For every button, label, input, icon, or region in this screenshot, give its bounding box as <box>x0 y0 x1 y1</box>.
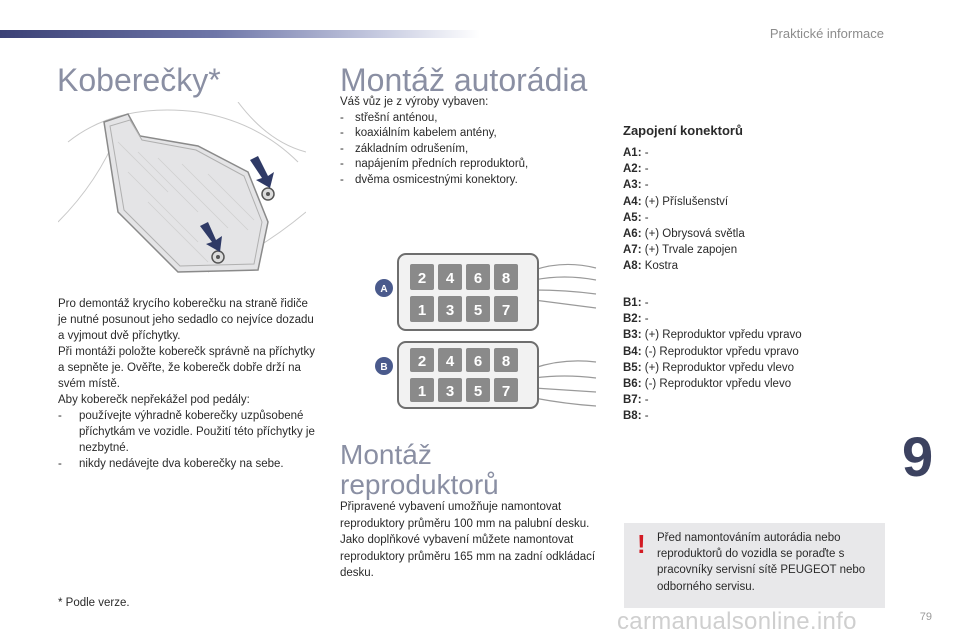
chapter-number: 9 <box>902 425 934 488</box>
wiring-list-a <box>623 145 745 275</box>
radio-title: Montáž autorádia <box>340 62 588 98</box>
radio-text <box>340 95 600 188</box>
list-item: A8: Kostra <box>623 260 678 273</box>
speakers-text <box>340 499 605 582</box>
pin-label: 3 <box>445 302 455 319</box>
list-item: - napájením předních reproduktorů, <box>340 157 600 173</box>
list-item: B5: (+) Reproduktor vpředu vlevo <box>623 361 794 374</box>
list-item: A1: - <box>623 147 649 159</box>
pin-label: 3 <box>445 383 455 400</box>
list-item: B1: - <box>623 297 649 309</box>
mats-paragraph-2: Při montáži položte koberečk správně na příchytky a sepněte je. Ověřte, že koberečk dobře drží na svém místě. <box>58 346 315 390</box>
watermark: carmanualsonline.info <box>617 608 857 635</box>
list-item: A6: (+) Obrysová světla <box>623 228 745 241</box>
speakers-title: Montáž reproduktorů <box>340 439 499 500</box>
footnote: * Podle verze. <box>58 597 130 609</box>
connectors-illustration <box>374 240 600 410</box>
list-item: B3: (+) Reproduktor vpředu vpravo <box>623 329 802 342</box>
pin-label: 5 <box>473 383 483 400</box>
list-item: A7: (+) Trvale zapojen <box>623 244 738 257</box>
mats-paragraph-1: Pro demontáž krycího koberečku na straně řidiče je nutné posunout jeho sedadlo co nejvíce dozadu a vyjmout dvě příchytky. <box>58 298 314 342</box>
wiring-list-b <box>623 295 802 425</box>
pin-label: 7 <box>501 383 511 400</box>
page-number: 79 <box>919 611 932 623</box>
wiring-title: Zapojení konektorů <box>623 123 743 138</box>
pin-label: 1 <box>417 302 427 319</box>
header-gradient-bar <box>0 30 480 38</box>
pin-label: 4 <box>445 270 455 287</box>
pin-label: 2 <box>417 270 427 287</box>
pin-label: 4 <box>445 353 455 370</box>
list-item: A3: - <box>623 179 649 192</box>
list-item: A2: - <box>623 163 649 176</box>
list-item: - nikdy nedávejte dva koberečky na sebe. <box>58 456 318 472</box>
mats-paragraph-3: Aby koberečk nepřekážel pod pedály: <box>58 394 250 406</box>
list-item: B8: - <box>623 410 649 423</box>
list-item: - střešní anténou, <box>340 111 600 127</box>
mats-text <box>58 296 318 472</box>
pin-label: 7 <box>501 302 511 319</box>
warning-icon: ! <box>637 529 646 559</box>
connector-tag-b: B <box>380 362 388 373</box>
section-title: Praktické informace <box>769 26 884 41</box>
list-item: - základním odrušením, <box>340 142 600 158</box>
speakers-paragraph-2: Jako doplňkové vybavení můžete namontovat reproduktory průměru 165 mm na zadní odkládací desku. <box>340 534 596 579</box>
list-item: - koaxiálním kabelem antény, <box>340 126 600 142</box>
floor-mat-illustration <box>58 102 306 280</box>
pin-label: 6 <box>473 270 483 287</box>
warning-text: Před namontováním autorádia nebo reproduktorů do vozidla se poraďte s pracovníky servisní sítě PEUGEOT nebo odborného servisu. <box>657 532 866 593</box>
pin-label: 2 <box>417 353 427 370</box>
list-item: B2: - <box>623 313 649 326</box>
list-item: B7: - <box>623 394 649 407</box>
list-item: - používejte výhradně koberečky uzpůsobené příchytkám ve vozidle. Použití této příchytky je nezbytné. <box>58 408 318 456</box>
pin-label: 5 <box>473 302 483 319</box>
list-item: A5: - <box>623 211 649 224</box>
list-item: - dvěma osmicestnými konektory. <box>340 173 600 189</box>
list-item: A4: (+) Příslušenství <box>623 195 729 208</box>
pin-label: 8 <box>501 270 511 287</box>
warning-box <box>624 523 885 608</box>
pin-label: 8 <box>501 353 511 370</box>
list-item: B6: (-) Reproduktor vpředu vlevo <box>623 378 792 391</box>
mats-list <box>58 408 318 472</box>
connector-tag-a: A <box>380 284 388 295</box>
radio-intro: Váš vůz je z výroby vybaven: <box>340 96 489 108</box>
radio-list <box>340 111 600 189</box>
list-item: B4: (-) Reproduktor vpředu vpravo <box>623 345 799 358</box>
mats-title: Koberečky* <box>57 62 221 98</box>
speakers-paragraph-1: Připravené vybavení umožňuje namontovat reproduktory průměru 100 mm na palubní desku. <box>340 501 590 530</box>
pin-label: 1 <box>417 383 427 400</box>
pin-label: 6 <box>473 353 483 370</box>
